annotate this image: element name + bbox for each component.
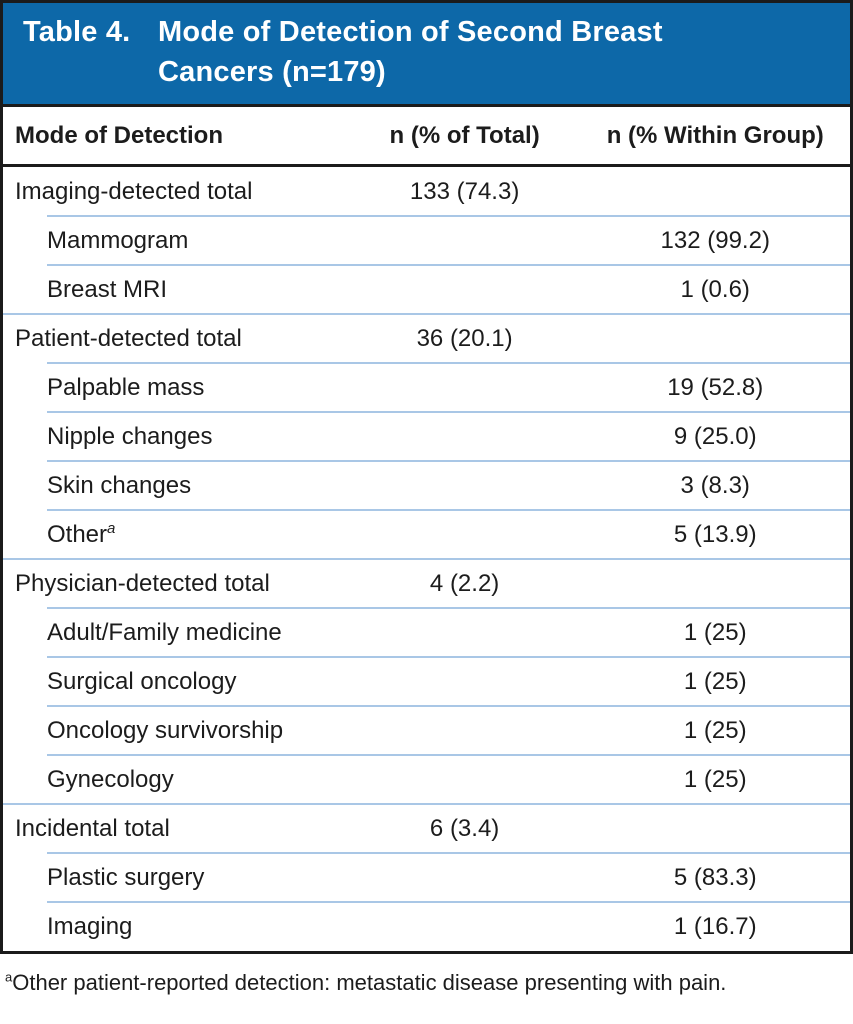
row-n-within-group: 19 (52.8) <box>667 373 764 401</box>
row-label: Oncology survivorship <box>47 716 284 744</box>
table-row-skin-changes <box>3 461 850 510</box>
footnote-marker-superscript: a <box>107 520 116 537</box>
row-label: Imaging-detected total <box>15 177 253 205</box>
row-n-within-group: 5 (13.9) <box>673 520 757 548</box>
table-footnote <box>0 954 790 999</box>
table-row-surgical-oncology <box>3 657 850 706</box>
table-number: Table 4. <box>23 15 131 48</box>
row-label: Adult/Family medicine <box>47 618 282 646</box>
row-n-within-group: 3 (8.3) <box>680 471 750 499</box>
footnote-marker: a <box>5 969 13 985</box>
table-row-palpable-mass <box>3 363 850 412</box>
table-row-other <box>3 510 850 559</box>
row-label: Skin changes <box>47 471 192 499</box>
row-n-within-group: 9 (25.0) <box>673 422 757 450</box>
row-n-total: 133 (74.3) <box>409 177 520 205</box>
table-header-row <box>3 107 850 167</box>
row-label: Incidental total <box>15 814 170 842</box>
row-label: Gynecology <box>47 765 174 793</box>
table-row-imaging-detected-total <box>3 167 850 216</box>
table-row-imaging <box>3 902 850 951</box>
table-row-breast-mri <box>3 265 850 314</box>
row-n-within-group: 1 (25) <box>683 618 747 646</box>
table-title-text <box>158 12 663 92</box>
row-label <box>3 521 359 549</box>
row-label: Mammogram <box>47 226 189 254</box>
row-n-within-group: 132 (99.2) <box>660 226 770 254</box>
table-row-oncology-survivorship <box>3 706 850 755</box>
column-header-mode-of-detection: Mode of Detection <box>15 121 223 149</box>
table-row-incidental-total <box>3 804 850 853</box>
row-label: Imaging <box>47 912 133 940</box>
row-n-total: 36 (20.1) <box>416 324 513 352</box>
table-title-line1: Mode of Detection of Second Breast <box>158 15 663 48</box>
row-n-within-group: 5 (83.3) <box>673 863 757 891</box>
row-n-within-group: 1 (25) <box>683 716 747 744</box>
table-row-adult-family-medicine <box>3 608 850 657</box>
row-label: Plastic surgery <box>47 863 205 891</box>
row-n-total: 6 (3.4) <box>429 814 500 842</box>
table-title-line2: Cancers (n=179) <box>158 55 386 88</box>
row-n-within-group: 1 (16.7) <box>673 912 757 940</box>
table-row-nipple-changes <box>3 412 850 461</box>
row-label: Palpable mass <box>47 373 205 401</box>
row-label: Breast MRI <box>47 275 168 303</box>
row-label-text: Other <box>47 520 108 548</box>
row-label: Patient-detected total <box>15 324 242 352</box>
table-row-physician-detected-total <box>3 559 850 608</box>
column-header-n-percent-of-total: n (% of Total) <box>389 121 540 149</box>
row-n-total: 4 (2.2) <box>429 569 500 597</box>
table-row-plastic-surgery <box>3 853 850 902</box>
footnote-text: Other patient-reported detection: metastatic disease presenting with pain. <box>12 970 727 995</box>
row-n-within-group: 1 (25) <box>683 765 747 793</box>
row-n-within-group: 1 (0.6) <box>680 275 750 303</box>
column-header-n-percent-within-group: n (% Within Group) <box>606 121 824 149</box>
table-body <box>0 104 853 954</box>
row-label: Physician-detected total <box>15 569 270 597</box>
row-label: Surgical oncology <box>47 667 237 695</box>
table-row-patient-detected-total <box>3 314 850 363</box>
table-title <box>23 12 663 92</box>
row-n-within-group: 1 (25) <box>683 667 747 695</box>
row-label: Nipple changes <box>47 422 213 450</box>
table-row-mammogram <box>3 216 850 265</box>
table-title-banner <box>0 0 853 104</box>
table-row-gynecology <box>3 755 850 804</box>
